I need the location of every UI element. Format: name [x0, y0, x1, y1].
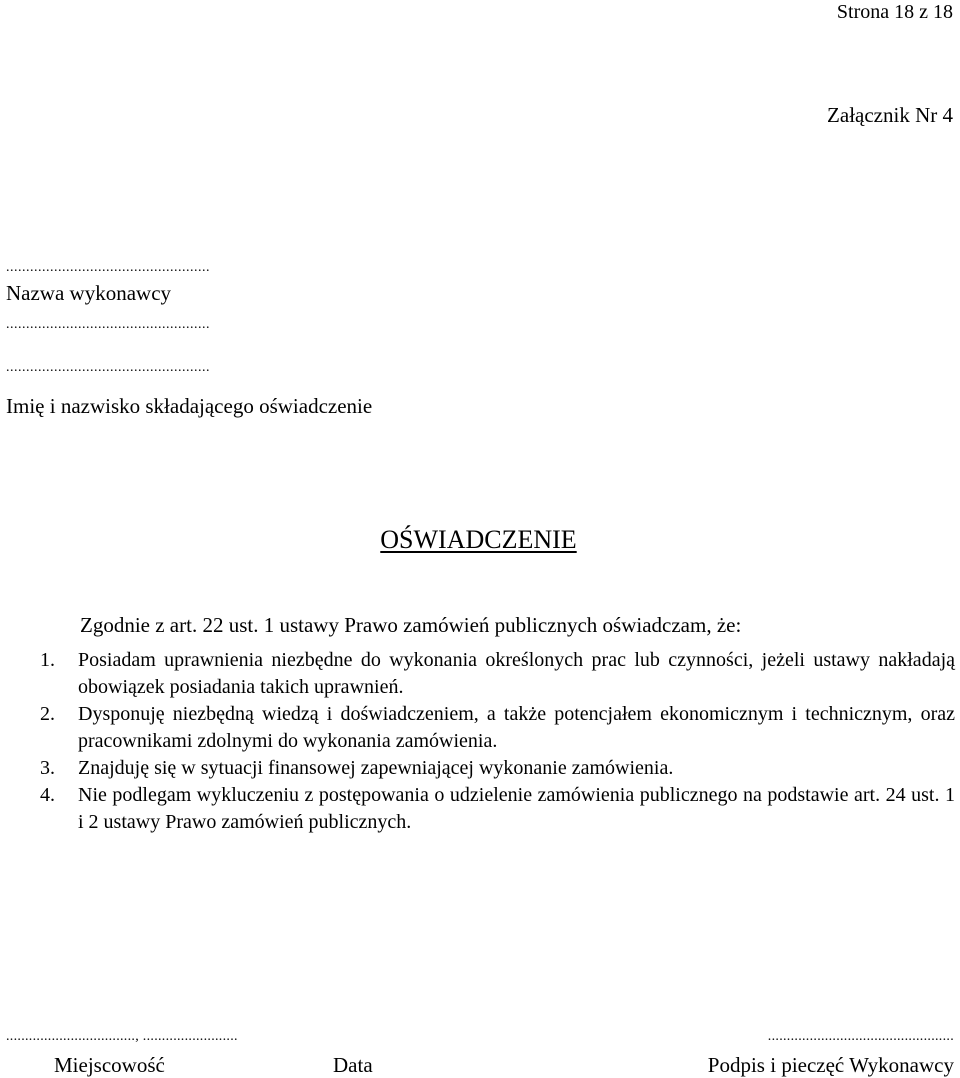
statement-item-number: 3. — [40, 757, 55, 779]
signature-row — [6, 1025, 954, 1075]
place-date-dots: .................................., ......................... — [6, 1029, 238, 1044]
signatory-label: Imię i nazwisko składającego oświadczenie — [6, 394, 373, 418]
statement-title-text: OŚWIADCZENIE — [380, 525, 577, 554]
contractor-name-label: Nazwa wykonawcy — [6, 281, 172, 305]
signatory-dots: ................................................... — [6, 360, 210, 375]
statement-item-number: 1. — [40, 649, 55, 671]
statement-list — [40, 647, 955, 836]
contractor-name-dots: ................................................... — [6, 260, 210, 275]
statement-item-number: 4. — [40, 784, 55, 806]
signature-dots: ................................................. — [767, 1029, 954, 1044]
place-label: Miejscowość — [54, 1053, 165, 1077]
statement-item-2 — [40, 701, 955, 755]
annex-label: Załącznik Nr 4 — [827, 103, 953, 127]
statement-item-3 — [40, 755, 955, 782]
statement-item-4 — [40, 782, 955, 836]
statement-item-text: Posiadam uprawnienia niezbędne do wykonania określonych prac lub czynności, jeżeli ustawy nakładają obowiązek posiadania takich uprawnień. — [78, 649, 955, 698]
statement-title — [0, 527, 960, 553]
statement-item-text: Znajduję się w sytuacji finansowej zapewniającej wykonanie zamówienia. — [78, 757, 674, 779]
contractor-address-dots: ................................................... — [6, 317, 210, 332]
statement-item-number: 2. — [40, 703, 55, 725]
date-label: Data — [333, 1053, 373, 1077]
statement-item-text: Dysponuję niezbędną wiedzą i doświadczeniem, a także potencjałem ekonomicznym i technicznym, oraz pracownikami zdolnymi do wykonania zamówienia. — [78, 703, 955, 752]
page-number: Strona 18 z 18 — [836, 1, 953, 23]
statement-item-1 — [40, 647, 955, 701]
statement-intro: Zgodnie z art. 22 ust. 1 ustawy Prawo zamówień publicznych oświadczam, że: — [80, 613, 742, 637]
signature-label: Podpis i pieczęć Wykonawcy — [707, 1053, 954, 1077]
statement-item-text: Nie podlegam wykluczeniu z postępowania o udzielenie zamówienia publicznego na podstawie art. 24 ust. 1 i 2 ustawy Prawo zamówień publicznych. — [78, 784, 955, 833]
